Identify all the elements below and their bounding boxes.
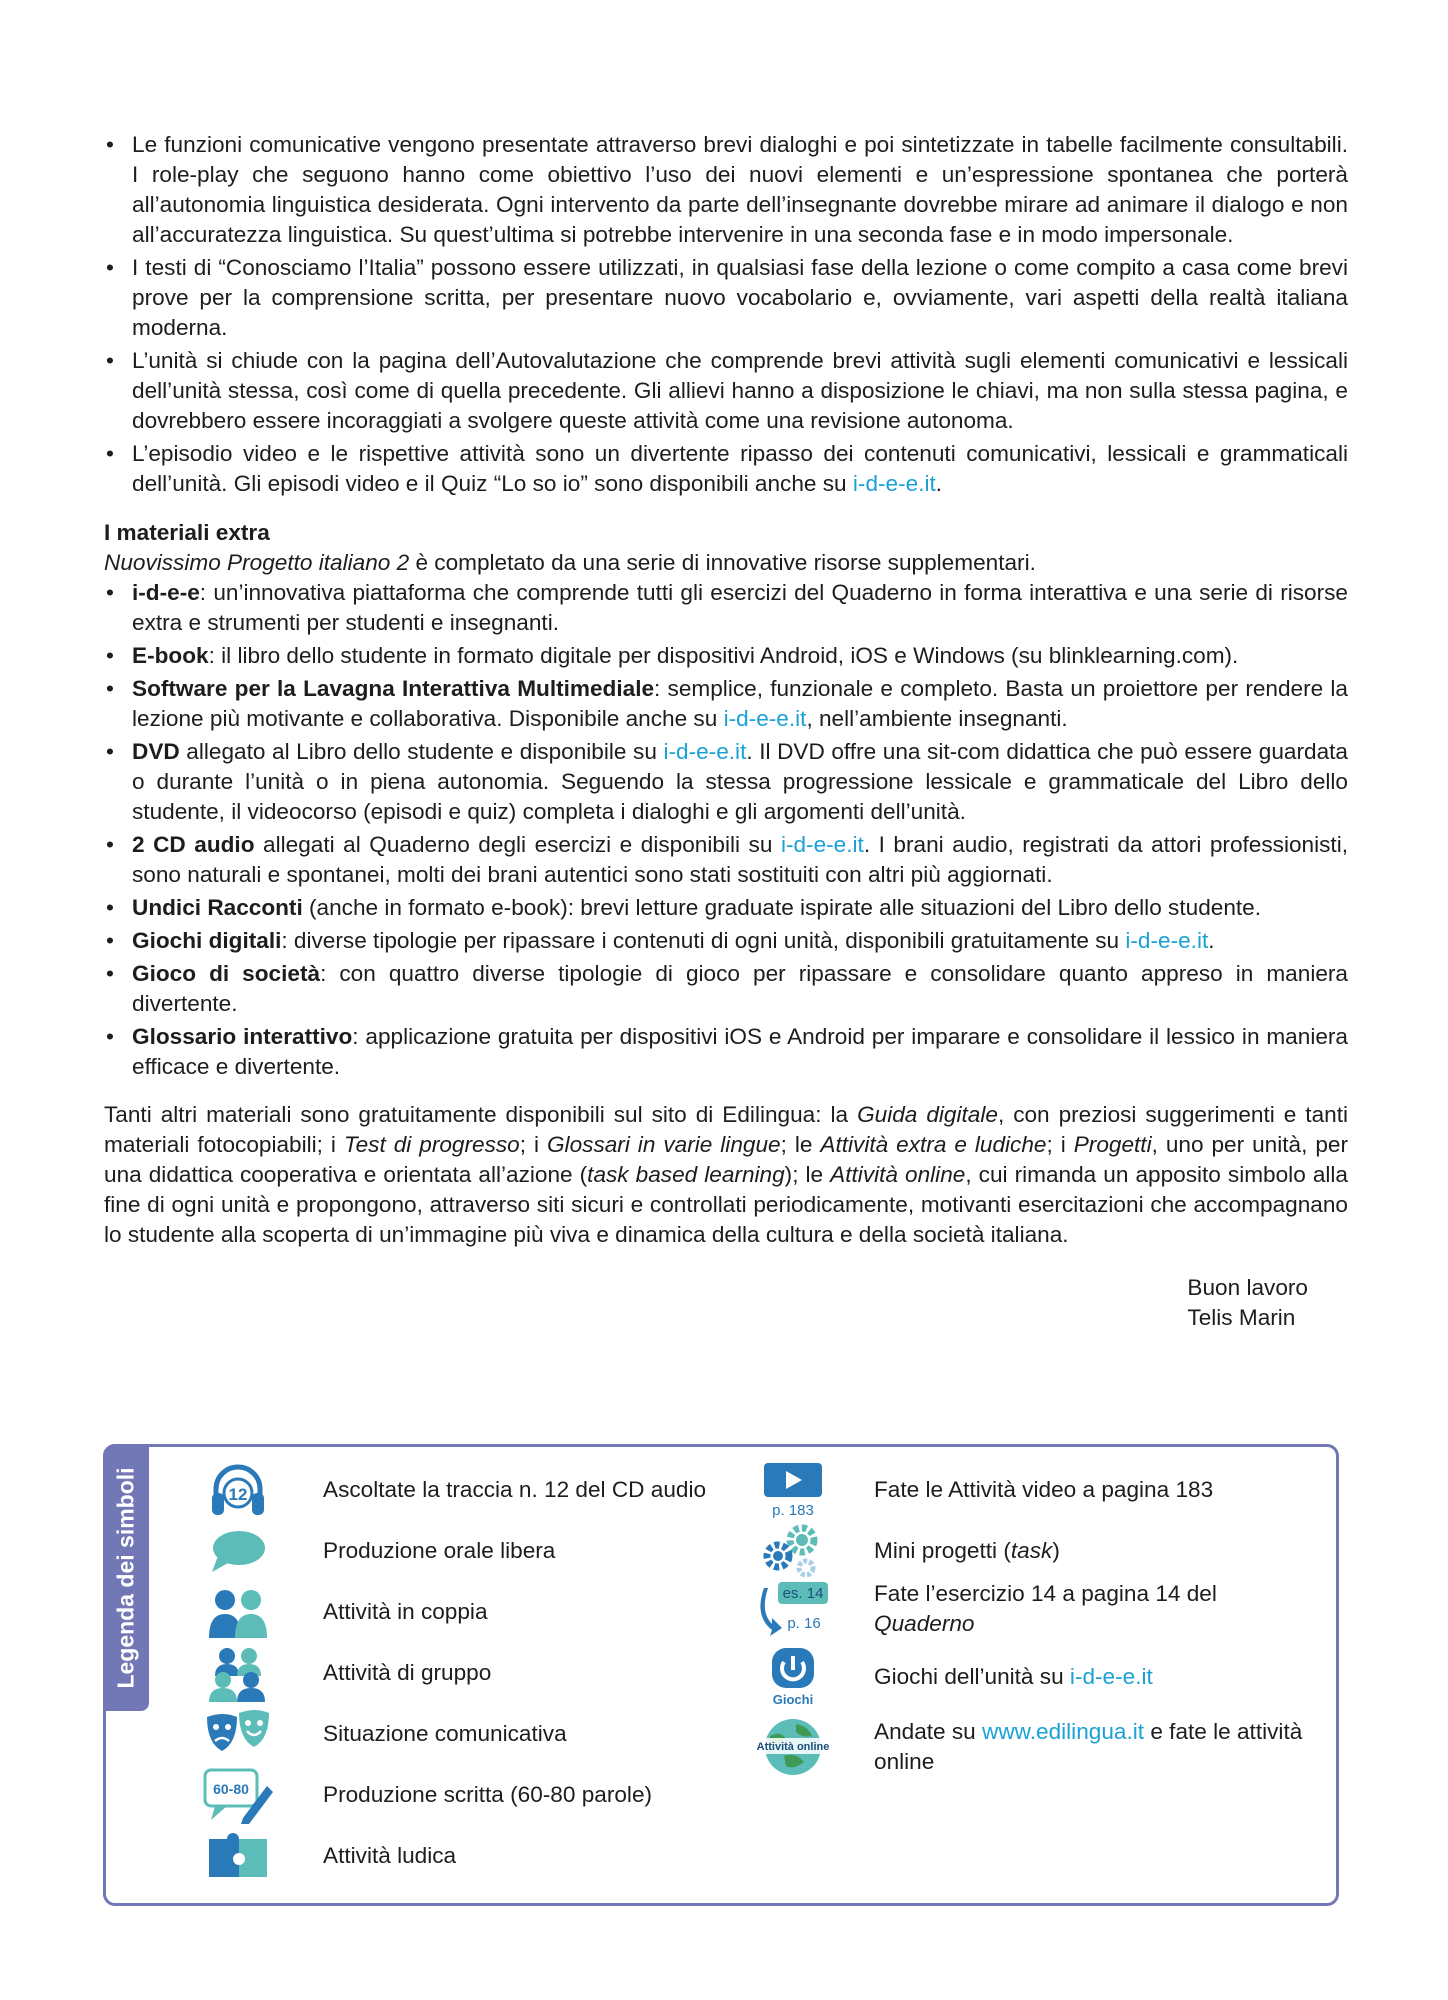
theater-masks-icon: [201, 1705, 275, 1763]
extra-intro: Nuovissimo Progetto italiano 2 è completato da una serie di innovative risorse supplementari.: [104, 550, 1036, 575]
list-item: • Glossario interattivo: applicazione gratuita per dispositivi iOS e Android per imparare e consolidare il lessico in maniera efficace e divertente.: [104, 1022, 1348, 1082]
idee-link[interactable]: i-d-e-e.it: [852, 471, 936, 496]
globe-online-icon: [756, 1718, 830, 1776]
legend-item-situation: Situazione comunicativa: [201, 1705, 567, 1763]
idee-link[interactable]: i-d-e-e.it: [723, 706, 807, 731]
symbol-legend: [103, 1444, 1339, 1906]
signature-greeting: Buon lavoro: [1187, 1274, 1308, 1300]
list-item: • Le funzioni comunicative vengono presentate attraverso brevi dialoghi e poi sintetizzate in tabelle facilmente consultabili. I role-play che seguono hanno come obiettivo l’uso dei nuovi elementi e un’espressione spontanea che porterà all’autonomia linguistica desiderata. Ogni intervento da parte dell’insegnante dovrebbe mirare ad animare il dialogo e non all’accuratezza linguistica. Su quest’ultima si potrebbe intervenire in una seconda fase e in modo impersonale.: [104, 130, 1348, 250]
exercise-arrow-icon: [756, 1580, 830, 1638]
svg-text:12: 12: [228, 1485, 248, 1504]
signature-name: Telis Marin: [1187, 1304, 1296, 1330]
legend-item-online: Attività online Andate su www.edilingua.it e fate le attività online: [756, 1719, 1303, 1774]
section-title: I materiali extra: [104, 520, 270, 545]
gears-icon: [756, 1522, 830, 1580]
list-item: • Software per la Lavagna Interattiva Multimediale: semplice, funzionale e completo. Basta un proiettore per rendere la lezione più motivante e collaborativa. Disponibile anche su i-d-e-e.it, nell’ambiente insegnanti.: [104, 674, 1348, 734]
legend-item-games: Giochi Giochi dell’unità su i-d-e-e.it: [756, 1648, 1153, 1706]
svg-text:es. 14: es. 14: [782, 1585, 824, 1602]
list-item: • DVD allegato al Libro dello studente e disponibile su i-d-e-e.it. Il DVD offre una sit-com didattica che può essere guardata o durante l’unità o in piena autonomia. Seguendo la stessa progressione lessicale e grammaticale del Libro dello studente, il videocorso (episodi e quiz) completa i dialoghi e gli argomenti dell’unità.: [104, 737, 1348, 827]
list-item: • 2 CD audio allegati al Quaderno degli esercizi e disponibili su i-d-e-e.it. I brani audio, registrati da attori professionisti, sono naturali e spontanei, molti dei brani autentici sono stati sostituiti con altri più aggiornati.: [104, 830, 1348, 890]
group-icon: [201, 1644, 275, 1702]
legend-item-game: Attività ludica: [201, 1827, 456, 1885]
svg-text:60-80: 60-80: [213, 1781, 249, 1797]
idee-link[interactable]: i-d-e-e.it: [780, 832, 864, 857]
legend-item-writing: 60-80 Produzione scritta (60-80 parole): [201, 1766, 652, 1824]
legend-item-tasks: Mini progetti (task): [756, 1522, 1060, 1580]
idee-link[interactable]: i-d-e-e.it: [1125, 928, 1209, 953]
svg-text:p. 16: p. 16: [787, 1615, 821, 1632]
list-item: • L’episodio video e le rispettive attività sono un divertente ripasso dei contenuti comunicativi, lessicali e grammaticali dell’unità. Gli episodi video e il Quiz “Lo so io” sono disponibili anche su i-d-e-e.it.: [104, 439, 1348, 499]
idee-link[interactable]: i-d-e-e.it: [1069, 1664, 1153, 1689]
edilingua-link[interactable]: www.edilingua.it: [982, 1719, 1145, 1744]
svg-text:p. 183: p. 183: [772, 1502, 814, 1519]
video-icon: [756, 1461, 830, 1519]
list-item: • i-d-e-e: un’innovativa piattaforma che comprende tutti gli esercizi del Quaderno in forma interattiva e una serie di risorse extra e strumenti per studenti e insegnanti.: [104, 578, 1348, 638]
legend-item-group: Attività di gruppo: [201, 1644, 491, 1702]
legend-tab: Legenda dei simboli: [103, 1444, 149, 1711]
speech-bubble-icon: [201, 1522, 275, 1580]
puzzle-icon: [201, 1827, 275, 1885]
closing-paragraph: Tanti altri materiali sono gratuitamente disponibili sul sito di Edilingua: la Guida digitale, con preziosi suggerimenti e tanti materiali fotocopiabili; i Test di progresso; i Glossari in varie lingue; le Attività extra e ludiche; i Progetti, uno per unità, per una didattica cooperativa e orientata all’azione (task based learning); le Attività online, cui rimanda un apposito simbolo alla fine di ogni unità e propongono, attraverso siti sicuri e controllati periodicamente, motivanti esercitazioni che accompagnano lo studente alla scoperta di un’immagine più viva e dinamica della cultura e della società italiana.: [104, 1102, 1348, 1247]
writing-icon: [201, 1766, 275, 1824]
games-controller-icon: [756, 1648, 830, 1706]
legend-item-audio: 12 Ascoltate la traccia n. 12 del CD audio: [201, 1461, 706, 1519]
legend-item-exercise: es. 14 p. 16 Fate l’esercizio 14 a pagina 14 del Quaderno: [756, 1579, 1217, 1639]
signature: [104, 1273, 1308, 1333]
list-item: • Giochi digitali: diverse tipologie per ripassare i contenuti di ogni unità, disponibili gratuitamente su i-d-e-e.it.: [104, 926, 1348, 956]
teaching-notes-list: [104, 130, 1348, 499]
headphones-icon: [201, 1461, 275, 1519]
main-content: [104, 130, 1348, 1333]
svg-text:Attività online: Attività online: [756, 1741, 830, 1753]
idee-link[interactable]: i-d-e-e.it: [663, 739, 747, 764]
legend-item-pair: Attività in coppia: [201, 1583, 488, 1641]
legend-item-speaking: Produzione orale libera: [201, 1522, 555, 1580]
list-item: • L’unità si chiude con la pagina dell’Autovalutazione che comprende brevi attività sugli elementi comunicativi e lessicali dell’unità stessa, così come di quella precedente. Gli allievi hanno a disposizione le chiavi, ma non sulla stessa pagina, e dovrebbero essere incoraggiati a svolgere queste attività come una revisione autonoma.: [104, 346, 1348, 436]
pair-icon: [201, 1583, 275, 1641]
list-item: • Undici Racconti (anche in formato e-book): brevi letture graduate ispirate alle situazioni del Libro dello studente.: [104, 893, 1348, 923]
svg-text:Giochi: Giochi: [772, 1692, 814, 1707]
list-item: • I testi di “Conosciamo l’Italia” possono essere utilizzati, in qualsiasi fase della lezione o come compito a casa come brevi prove per la comprensione scritta, per presentare nuovo vocabolario e, ovviamente, vari aspetti della realtà italiana moderna.: [104, 253, 1348, 343]
extra-materials-list: [104, 578, 1348, 1082]
list-item: • Gioco di società: con quattro diverse tipologie di gioco per ripassare e consolidare quanto appreso in maniera divertente.: [104, 959, 1348, 1019]
legend-item-video: p. 183 Fate le Attività video a pagina 183: [756, 1461, 1213, 1519]
list-item: • E-book: il libro dello studente in formato digitale per dispositivi Android, iOS e Windows (su blinklearning.com).: [104, 641, 1348, 671]
